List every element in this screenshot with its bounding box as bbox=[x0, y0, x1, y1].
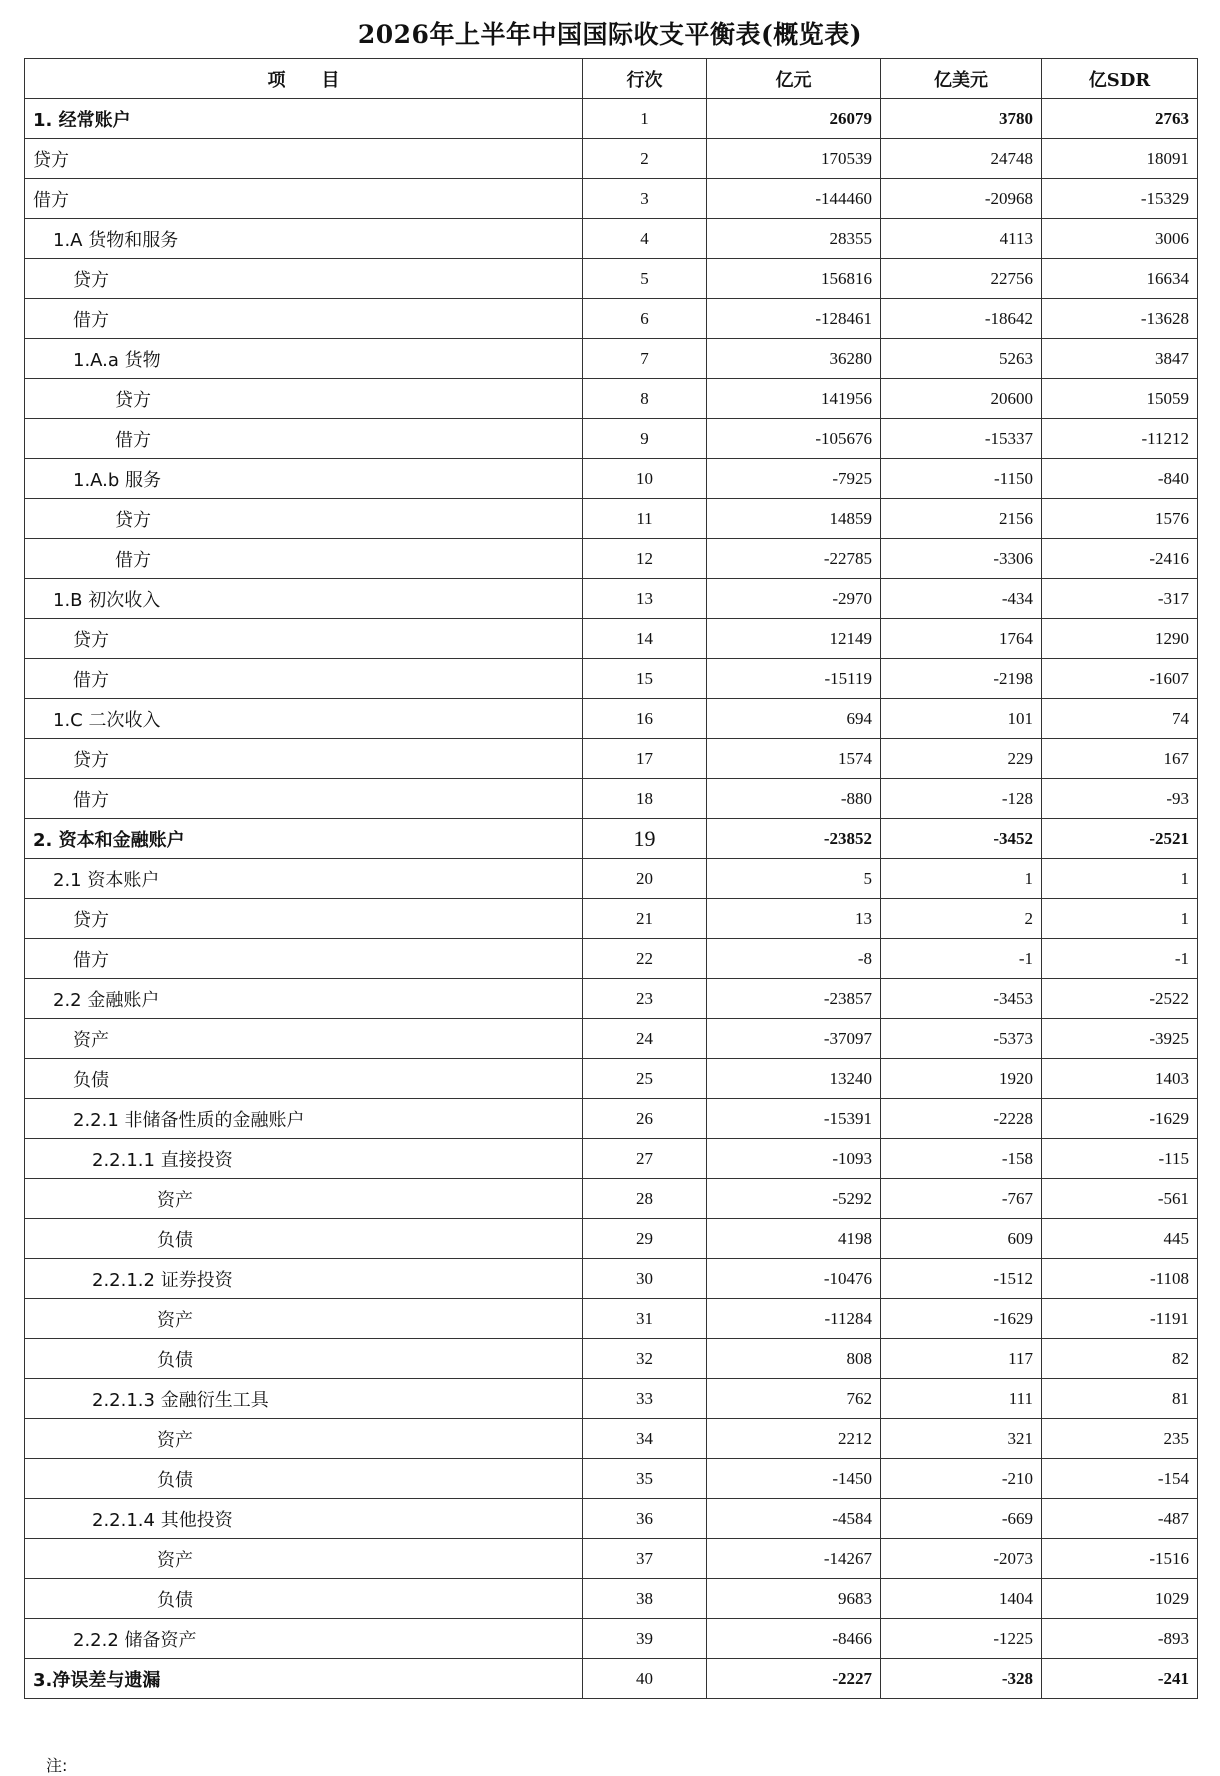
row-number: 35 bbox=[583, 1459, 707, 1499]
value-sdr: -893 bbox=[1042, 1619, 1198, 1659]
value-cny: -880 bbox=[707, 779, 881, 819]
value-cny: -15119 bbox=[707, 659, 881, 699]
row-number: 16 bbox=[583, 699, 707, 739]
row-number: 13 bbox=[583, 579, 707, 619]
table-row bbox=[25, 1659, 1198, 1699]
row-label: 借方 bbox=[25, 419, 583, 459]
value-cny: -5292 bbox=[707, 1179, 881, 1219]
header-row-no: 行次 bbox=[583, 59, 707, 99]
row-number: 10 bbox=[583, 459, 707, 499]
value-sdr: -317 bbox=[1042, 579, 1198, 619]
value-cny: -10476 bbox=[707, 1259, 881, 1299]
value-sdr: 81 bbox=[1042, 1379, 1198, 1419]
value-usd: 2156 bbox=[881, 499, 1042, 539]
value-sdr: 3006 bbox=[1042, 219, 1198, 259]
value-usd: -15337 bbox=[881, 419, 1042, 459]
row-number: 26 bbox=[583, 1099, 707, 1139]
value-cny: 28355 bbox=[707, 219, 881, 259]
value-usd: -1150 bbox=[881, 459, 1042, 499]
value-sdr: -487 bbox=[1042, 1499, 1198, 1539]
row-label: 2.2.1 非储备性质的金融账户 bbox=[25, 1099, 583, 1139]
value-cny: -15391 bbox=[707, 1099, 881, 1139]
value-cny: -8 bbox=[707, 939, 881, 979]
row-number: 12 bbox=[583, 539, 707, 579]
value-cny: -1450 bbox=[707, 1459, 881, 1499]
table-row bbox=[25, 339, 1198, 379]
page-title: 2026年上半年中国国际收支平衡表(概览表) bbox=[357, 20, 863, 49]
value-usd: -2198 bbox=[881, 659, 1042, 699]
row-label: 资产 bbox=[25, 1019, 583, 1059]
value-cny: 2212 bbox=[707, 1419, 881, 1459]
value-cny: 1574 bbox=[707, 739, 881, 779]
value-cny: 26079 bbox=[707, 99, 881, 139]
row-number: 18 bbox=[583, 779, 707, 819]
row-label: 贷方 bbox=[25, 139, 583, 179]
value-sdr: 82 bbox=[1042, 1339, 1198, 1379]
value-sdr: 16634 bbox=[1042, 259, 1198, 299]
row-number: 11 bbox=[583, 499, 707, 539]
table-row bbox=[25, 779, 1198, 819]
value-cny: -1093 bbox=[707, 1139, 881, 1179]
row-number: 27 bbox=[583, 1139, 707, 1179]
table-header-row bbox=[25, 59, 1198, 99]
value-sdr: 235 bbox=[1042, 1419, 1198, 1459]
table-row bbox=[25, 1019, 1198, 1059]
row-label: 1. 经常账户 bbox=[25, 99, 583, 139]
value-usd: 1 bbox=[881, 859, 1042, 899]
row-number: 9 bbox=[583, 419, 707, 459]
value-usd: -1 bbox=[881, 939, 1042, 979]
row-label: 负债 bbox=[25, 1219, 583, 1259]
table-row bbox=[25, 419, 1198, 459]
row-number: 1 bbox=[583, 99, 707, 139]
table-row bbox=[25, 99, 1198, 139]
table-row bbox=[25, 179, 1198, 219]
row-number: 25 bbox=[583, 1059, 707, 1099]
value-sdr: 1 bbox=[1042, 859, 1198, 899]
value-cny: -11284 bbox=[707, 1299, 881, 1339]
value-usd: 5263 bbox=[881, 339, 1042, 379]
value-usd: 117 bbox=[881, 1339, 1042, 1379]
row-label: 借方 bbox=[25, 299, 583, 339]
value-usd: 24748 bbox=[881, 139, 1042, 179]
value-sdr: 74 bbox=[1042, 699, 1198, 739]
value-usd: 1920 bbox=[881, 1059, 1042, 1099]
row-label: 3.净误差与遗漏 bbox=[25, 1659, 583, 1699]
row-number: 37 bbox=[583, 1539, 707, 1579]
table-row bbox=[25, 539, 1198, 579]
row-label: 借方 bbox=[25, 779, 583, 819]
table-row bbox=[25, 1379, 1198, 1419]
value-usd: -1629 bbox=[881, 1299, 1042, 1339]
value-cny: -22785 bbox=[707, 539, 881, 579]
value-usd: 22756 bbox=[881, 259, 1042, 299]
table-row bbox=[25, 1339, 1198, 1379]
value-sdr: -2521 bbox=[1042, 819, 1198, 859]
value-sdr: -3925 bbox=[1042, 1019, 1198, 1059]
table-row bbox=[25, 1499, 1198, 1539]
table-row bbox=[25, 1179, 1198, 1219]
value-usd: -669 bbox=[881, 1499, 1042, 1539]
row-number: 2 bbox=[583, 139, 707, 179]
row-label: 借方 bbox=[25, 179, 583, 219]
row-number: 17 bbox=[583, 739, 707, 779]
row-label: 2.2.1.1 直接投资 bbox=[25, 1139, 583, 1179]
row-label: 负债 bbox=[25, 1059, 583, 1099]
value-cny: 36280 bbox=[707, 339, 881, 379]
value-cny: 9683 bbox=[707, 1579, 881, 1619]
value-usd: -128 bbox=[881, 779, 1042, 819]
value-sdr: -11212 bbox=[1042, 419, 1198, 459]
table-row bbox=[25, 139, 1198, 179]
value-sdr: -1629 bbox=[1042, 1099, 1198, 1139]
row-number: 7 bbox=[583, 339, 707, 379]
value-usd: -2073 bbox=[881, 1539, 1042, 1579]
value-sdr: -13628 bbox=[1042, 299, 1198, 339]
table-row bbox=[25, 219, 1198, 259]
row-label: 负债 bbox=[25, 1579, 583, 1619]
value-usd: -1512 bbox=[881, 1259, 1042, 1299]
value-cny: 141956 bbox=[707, 379, 881, 419]
value-sdr: 1029 bbox=[1042, 1579, 1198, 1619]
row-number: 14 bbox=[583, 619, 707, 659]
table-row bbox=[25, 1099, 1198, 1139]
row-number: 6 bbox=[583, 299, 707, 339]
row-number: 39 bbox=[583, 1619, 707, 1659]
value-cny: -128461 bbox=[707, 299, 881, 339]
value-sdr: -1607 bbox=[1042, 659, 1198, 699]
row-label: 贷方 bbox=[25, 619, 583, 659]
table-row bbox=[25, 459, 1198, 499]
value-cny: 762 bbox=[707, 1379, 881, 1419]
value-cny: 13 bbox=[707, 899, 881, 939]
row-number: 23 bbox=[583, 979, 707, 1019]
table-note: 注: bbox=[46, 1756, 68, 1775]
row-number: 31 bbox=[583, 1299, 707, 1339]
value-cny: 4198 bbox=[707, 1219, 881, 1259]
value-usd: -5373 bbox=[881, 1019, 1042, 1059]
value-usd: -1225 bbox=[881, 1619, 1042, 1659]
table-row bbox=[25, 1619, 1198, 1659]
table-row bbox=[25, 579, 1198, 619]
value-usd: 4113 bbox=[881, 219, 1042, 259]
header-item: 项 目 bbox=[25, 59, 583, 99]
header-sdr: 亿SDR bbox=[1042, 59, 1198, 99]
row-label: 借方 bbox=[25, 939, 583, 979]
value-usd: -328 bbox=[881, 1659, 1042, 1699]
row-number: 29 bbox=[583, 1219, 707, 1259]
row-number: 36 bbox=[583, 1499, 707, 1539]
row-label: 资产 bbox=[25, 1539, 583, 1579]
value-usd: 2 bbox=[881, 899, 1042, 939]
value-sdr: -1516 bbox=[1042, 1539, 1198, 1579]
table-row bbox=[25, 1219, 1198, 1259]
row-number: 24 bbox=[583, 1019, 707, 1059]
value-sdr: -93 bbox=[1042, 779, 1198, 819]
row-label: 2.2.1.4 其他投资 bbox=[25, 1499, 583, 1539]
row-label: 2.2.2 储备资产 bbox=[25, 1619, 583, 1659]
row-number: 22 bbox=[583, 939, 707, 979]
row-label: 2.2 金融账户 bbox=[25, 979, 583, 1019]
row-label: 资产 bbox=[25, 1419, 583, 1459]
value-usd: -434 bbox=[881, 579, 1042, 619]
table-row bbox=[25, 1059, 1198, 1099]
value-usd: 229 bbox=[881, 739, 1042, 779]
row-number: 34 bbox=[583, 1419, 707, 1459]
value-sdr: 1290 bbox=[1042, 619, 1198, 659]
value-usd: -2228 bbox=[881, 1099, 1042, 1139]
row-number: 19 bbox=[583, 819, 707, 859]
value-usd: 20600 bbox=[881, 379, 1042, 419]
row-label: 贷方 bbox=[25, 499, 583, 539]
value-cny: 13240 bbox=[707, 1059, 881, 1099]
value-usd: -3452 bbox=[881, 819, 1042, 859]
table-row bbox=[25, 1579, 1198, 1619]
row-label: 1.A.b 服务 bbox=[25, 459, 583, 499]
value-cny: 808 bbox=[707, 1339, 881, 1379]
value-cny: -8466 bbox=[707, 1619, 881, 1659]
table-row bbox=[25, 379, 1198, 419]
row-label: 1.B 初次收入 bbox=[25, 579, 583, 619]
value-sdr: 1576 bbox=[1042, 499, 1198, 539]
value-usd: 101 bbox=[881, 699, 1042, 739]
table-row bbox=[25, 939, 1198, 979]
row-number: 33 bbox=[583, 1379, 707, 1419]
row-label: 1.A 货物和服务 bbox=[25, 219, 583, 259]
value-usd: -767 bbox=[881, 1179, 1042, 1219]
table-row bbox=[25, 259, 1198, 299]
table-row bbox=[25, 1139, 1198, 1179]
value-sdr: -1108 bbox=[1042, 1259, 1198, 1299]
row-number: 38 bbox=[583, 1579, 707, 1619]
value-sdr: -2522 bbox=[1042, 979, 1198, 1019]
value-sdr: 167 bbox=[1042, 739, 1198, 779]
value-cny: 12149 bbox=[707, 619, 881, 659]
row-label: 贷方 bbox=[25, 379, 583, 419]
value-usd: -3453 bbox=[881, 979, 1042, 1019]
value-usd: -3306 bbox=[881, 539, 1042, 579]
value-usd: -18642 bbox=[881, 299, 1042, 339]
row-label: 借方 bbox=[25, 659, 583, 699]
table-row bbox=[25, 819, 1198, 859]
value-usd: -210 bbox=[881, 1459, 1042, 1499]
value-sdr: -154 bbox=[1042, 1459, 1198, 1499]
header-usd: 亿美元 bbox=[881, 59, 1042, 99]
table-row bbox=[25, 739, 1198, 779]
value-cny: -23857 bbox=[707, 979, 881, 1019]
row-label: 1.C 二次收入 bbox=[25, 699, 583, 739]
value-cny: 170539 bbox=[707, 139, 881, 179]
row-number: 8 bbox=[583, 379, 707, 419]
row-number: 20 bbox=[583, 859, 707, 899]
value-usd: 609 bbox=[881, 1219, 1042, 1259]
value-sdr: 1 bbox=[1042, 899, 1198, 939]
value-sdr: -840 bbox=[1042, 459, 1198, 499]
balance-of-payments-table bbox=[24, 58, 1198, 1699]
value-sdr: -1 bbox=[1042, 939, 1198, 979]
row-label: 借方 bbox=[25, 539, 583, 579]
value-sdr: 15059 bbox=[1042, 379, 1198, 419]
value-cny: 14859 bbox=[707, 499, 881, 539]
table-row bbox=[25, 1419, 1198, 1459]
value-cny: 694 bbox=[707, 699, 881, 739]
row-number: 30 bbox=[583, 1259, 707, 1299]
value-sdr: -115 bbox=[1042, 1139, 1198, 1179]
value-sdr: -2416 bbox=[1042, 539, 1198, 579]
table-row bbox=[25, 1459, 1198, 1499]
row-number: 4 bbox=[583, 219, 707, 259]
table-row bbox=[25, 1299, 1198, 1339]
value-usd: -158 bbox=[881, 1139, 1042, 1179]
value-usd: -20968 bbox=[881, 179, 1042, 219]
value-sdr: 445 bbox=[1042, 1219, 1198, 1259]
value-cny: 156816 bbox=[707, 259, 881, 299]
value-cny: -23852 bbox=[707, 819, 881, 859]
value-cny: -2227 bbox=[707, 1659, 881, 1699]
value-usd: 111 bbox=[881, 1379, 1042, 1419]
value-cny: -37097 bbox=[707, 1019, 881, 1059]
table-row bbox=[25, 859, 1198, 899]
value-sdr: 2763 bbox=[1042, 99, 1198, 139]
value-cny: -7925 bbox=[707, 459, 881, 499]
value-cny: -105676 bbox=[707, 419, 881, 459]
value-sdr: 18091 bbox=[1042, 139, 1198, 179]
table-row bbox=[25, 979, 1198, 1019]
row-label: 2. 资本和金融账户 bbox=[25, 819, 583, 859]
row-label: 2.1 资本账户 bbox=[25, 859, 583, 899]
row-label: 贷方 bbox=[25, 899, 583, 939]
row-label: 负债 bbox=[25, 1339, 583, 1379]
value-usd: 321 bbox=[881, 1419, 1042, 1459]
value-cny: -14267 bbox=[707, 1539, 881, 1579]
row-label: 资产 bbox=[25, 1299, 583, 1339]
value-cny: -4584 bbox=[707, 1499, 881, 1539]
value-sdr: -1191 bbox=[1042, 1299, 1198, 1339]
value-sdr: -15329 bbox=[1042, 179, 1198, 219]
value-usd: 3780 bbox=[881, 99, 1042, 139]
value-sdr: 1403 bbox=[1042, 1059, 1198, 1099]
row-number: 5 bbox=[583, 259, 707, 299]
value-sdr: -561 bbox=[1042, 1179, 1198, 1219]
row-label: 1.A.a 货物 bbox=[25, 339, 583, 379]
value-usd: 1404 bbox=[881, 1579, 1042, 1619]
row-label: 贷方 bbox=[25, 259, 583, 299]
row-label: 负债 bbox=[25, 1459, 583, 1499]
value-usd: 1764 bbox=[881, 619, 1042, 659]
value-cny: 5 bbox=[707, 859, 881, 899]
table-row bbox=[25, 699, 1198, 739]
table-row bbox=[25, 899, 1198, 939]
value-sdr: -241 bbox=[1042, 1659, 1198, 1699]
row-number: 32 bbox=[583, 1339, 707, 1379]
header-cny: 亿元 bbox=[707, 59, 881, 99]
table-row bbox=[25, 619, 1198, 659]
row-label: 贷方 bbox=[25, 739, 583, 779]
table-row bbox=[25, 299, 1198, 339]
table-row bbox=[25, 1539, 1198, 1579]
row-number: 15 bbox=[583, 659, 707, 699]
table-row bbox=[25, 499, 1198, 539]
value-cny: -2970 bbox=[707, 579, 881, 619]
row-number: 40 bbox=[583, 1659, 707, 1699]
table-row bbox=[25, 1259, 1198, 1299]
value-cny: -144460 bbox=[707, 179, 881, 219]
row-label: 2.2.1.2 证券投资 bbox=[25, 1259, 583, 1299]
row-number: 3 bbox=[583, 179, 707, 219]
table-row bbox=[25, 659, 1198, 699]
row-label: 资产 bbox=[25, 1179, 583, 1219]
row-number: 28 bbox=[583, 1179, 707, 1219]
value-sdr: 3847 bbox=[1042, 339, 1198, 379]
row-number: 21 bbox=[583, 899, 707, 939]
row-label: 2.2.1.3 金融衍生工具 bbox=[25, 1379, 583, 1419]
